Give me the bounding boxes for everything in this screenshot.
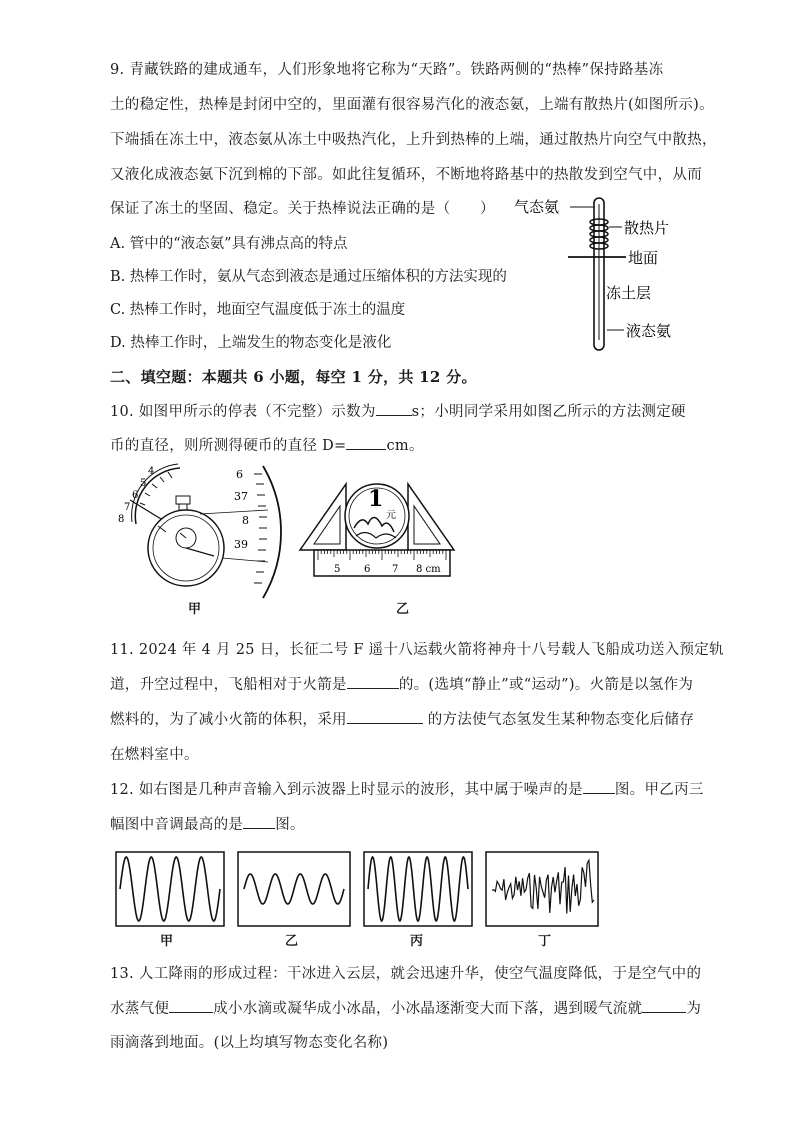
q12-text-b: 图。甲乙丙三 xyxy=(614,782,704,798)
q11-line-3 xyxy=(110,708,694,729)
q9-option-c: C. 热棒工作时，地面空气温度低于冻土的温度 xyxy=(110,302,406,318)
section-heading: 二、填空题：本题共 6 小题，每空 1 分，共 12 分。 xyxy=(110,368,477,386)
q10-text-c: 币的直径，则所测得硬币的直径 D= xyxy=(110,438,347,454)
waveform-panel xyxy=(114,850,614,930)
q13-line-2 xyxy=(110,997,701,1018)
q11-text-d: 的方法使气态氢发生某种物态变化后储存 xyxy=(422,712,695,728)
q12-line-1 xyxy=(110,778,704,799)
wave-label-yi: 乙 xyxy=(285,934,299,949)
q10-text-d: cm。 xyxy=(386,438,424,454)
q12-text-c: 幅图中音调最高的是 xyxy=(110,817,244,833)
label-liquid-ammonia: 液态氨 xyxy=(626,322,672,340)
ruler-8cm: 8 cm xyxy=(416,564,441,575)
dial-num-6: 6 xyxy=(132,490,139,501)
q12-blank-2[interactable] xyxy=(243,816,275,829)
dial-num-7: 7 xyxy=(124,502,131,513)
label-fins: 散热片 xyxy=(624,219,670,237)
q9-option-b: B. 热棒工作时，氨从气态到液态是通过压缩体积的方法实现的 xyxy=(110,269,507,285)
q11-line-1: 11. 2024 年 4 月 25 日，长征二号 F 遥十八运载火箭将神舟十八号载人飞船成功送入预定轨 xyxy=(110,642,724,658)
q11-line-4: 在燃料室中。 xyxy=(110,747,199,763)
fig-label-jia: 甲 xyxy=(188,602,202,617)
wave-label-ding: 丁 xyxy=(538,934,552,949)
q10-line-1 xyxy=(110,400,686,421)
label-frozen-soil: 冻土层 xyxy=(606,284,652,302)
coin-ruler-figure xyxy=(296,466,464,584)
coin-numeral: 1 xyxy=(368,486,384,512)
q13-text-b: 成小水滴或凝华成小冰晶，小冰晶逐渐变大而下落，遇到暖气流就 xyxy=(213,1001,643,1017)
q9-line-1: 9. 青藏铁路的建成通车，人们形象地将它称为“天路”。铁路两侧的“热棒”保持路基冻 xyxy=(110,62,664,78)
ruler-6: 6 xyxy=(364,564,371,575)
q13-text-a: 水蒸气便 xyxy=(110,1001,170,1017)
dial-num-5: 5 xyxy=(140,478,147,489)
big-dial-37: 37 xyxy=(234,490,248,503)
q13-line-3: 雨滴落到地面。(以上均填写物态变化名称) xyxy=(110,1035,389,1051)
q10-text-a: 10. 如图甲所示的停表（不完整）示数为 xyxy=(110,404,376,420)
label-ground: 地面 xyxy=(628,249,659,267)
q12-line-2 xyxy=(110,813,305,834)
dial-num-4: 4 xyxy=(148,466,155,477)
coin-unit: 元 xyxy=(386,510,396,521)
q11-text-b: 的。(选填“静止”或“运动”)。火箭是以氢作为 xyxy=(398,677,694,693)
big-dial-8: 8 xyxy=(242,514,249,527)
q10-blank-1[interactable] xyxy=(376,403,412,416)
q12-blank-1[interactable] xyxy=(583,781,615,794)
q9-line-3: 下端插在冻土中，液态氨从冻土中吸热汽化，上升到热棒的上端，通过散热片向空气中散热， xyxy=(110,132,717,148)
q11-blank-1[interactable] xyxy=(347,676,399,689)
q9-line-5: 保证了冻土的坚固、稳定。关于热棒说法正确的是（ ） xyxy=(110,201,495,217)
q9-line-4: 又液化成液态氨下沉到棉的下部。如此往复循环，不断地将路基中的热散发到空气中，从而 xyxy=(110,167,702,183)
big-dial-6: 6 xyxy=(236,468,243,481)
stopwatch-figure xyxy=(118,462,288,602)
ruler-7: 7 xyxy=(392,564,399,575)
q10-blank-2[interactable] xyxy=(346,437,386,450)
wave-label-jia: 甲 xyxy=(160,934,174,949)
q13-text-c: 为 xyxy=(686,1001,702,1017)
heat-rod-figure xyxy=(510,190,690,360)
big-dial-39: 39 xyxy=(234,538,248,551)
q9-option-a: A. 管中的“液态氨”具有沸点高的特点 xyxy=(110,236,348,252)
q11-line-2 xyxy=(110,673,693,694)
q12-text-a: 12. 如右图是几种声音输入到示波器上时显示的波形，其中属于噪声的是 xyxy=(110,782,583,798)
fig-label-yi: 乙 xyxy=(396,602,410,617)
q9-option-d: D. 热棒工作时，上端发生的物态变化是液化 xyxy=(110,335,392,351)
wave-label-bing: 丙 xyxy=(410,934,424,949)
q12-text-d: 图。 xyxy=(275,817,305,833)
q13-blank-1[interactable] xyxy=(169,1000,213,1013)
q13-blank-2[interactable] xyxy=(642,1000,686,1013)
q10-line-2 xyxy=(110,434,424,455)
q11-text-a: 道，升空过程中，飞船相对于火箭是 xyxy=(110,677,347,693)
ruler-5: 5 xyxy=(334,564,341,575)
q13-line-1: 13. 人工降雨的形成过程：干冰进入云层，就会迅速升华，使空气温度降低，于是空气中的 xyxy=(110,966,702,982)
dial-num-8: 8 xyxy=(118,514,125,525)
q10-text-b: s；小明同学采用如图乙所示的方法测定硬 xyxy=(411,404,686,420)
q9-line-2: 土的稳定性，热棒是封闭中空的，里面灌有很容易汽化的液态氨，上端有散热片(如图所示)。 xyxy=(110,97,714,113)
q11-text-c: 燃料的，为了减小火箭的体积，采用 xyxy=(110,712,347,728)
q11-blank-2[interactable] xyxy=(347,711,423,724)
label-gas-ammonia: 气态氨 xyxy=(514,198,560,216)
